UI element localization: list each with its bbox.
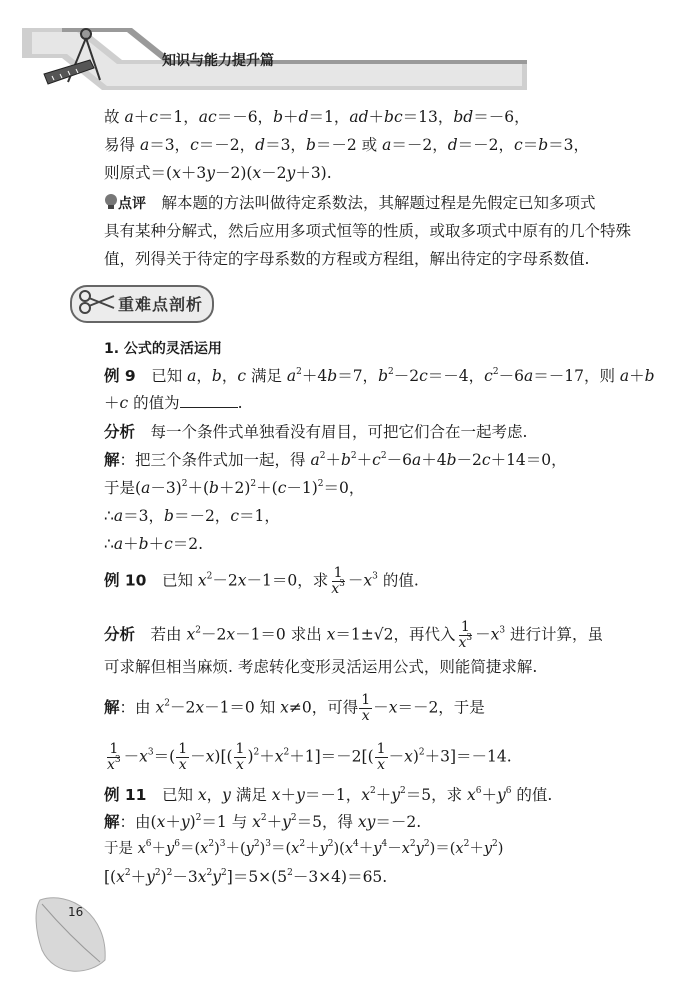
example-9-cont: ＋c 的值为 . — [104, 394, 243, 412]
section-heading: 重难点剖析 — [118, 295, 204, 314]
analysis-text: 可求解但相当麻烦. 考虑转化变形灵活运用公式，则能简捷求解. — [104, 658, 538, 676]
example-10: 例 10 已知 $x^2-2x-1=0$，求 $\frac{1}{x^3}$ $-x^3$ 的值. — [104, 565, 419, 597]
text-line: ∴a＋b＋c＝2. — [104, 535, 204, 553]
text-line: 于是$(a-3)^2+(b+2)^2+(c-1)^2=0$， — [104, 479, 365, 497]
text-line: 则原式＝(x＋3y－2)(x－2y＋3). — [104, 164, 332, 182]
text-line: ∴a＝3，b＝－2，c＝1， — [104, 507, 280, 525]
solution-line: 解：把三个条件式加一起，得 $a^2+b^2+c^2-6a+4b-2c+14=0$， — [104, 451, 567, 469]
comment-label: 点评 — [118, 196, 146, 212]
example-label: 例 11 — [104, 786, 147, 804]
subsection-title: 1. 公式的灵活运用 — [104, 341, 222, 357]
analysis-line: 分析 若由 $x^2-2x-1=0$ 求出 x＝1±√2，再代入 $\frac{1}{x^3}$ $-x^3$ 进行计算，虽 — [104, 619, 604, 651]
equation-line: $\frac{1}{x^3}$ $-x^3=$( $\frac{1}{x}$ －x)[( $\frac{1}{x}$ )$^2+x^2+1]=-2$[( $\frac{1}{x}$ －x)$^2$＋3]＝－14. — [107, 741, 512, 773]
comment-text: 具有某种分解式，然后应用多项式恒等的性质，或取多项式中原有的几个特殊 — [104, 222, 632, 240]
example-label: 例 10 — [104, 571, 147, 590]
header-title: 知识与能力提升篇 — [162, 53, 274, 69]
comment-text: 解本题的方法叫做待定系数法，其解题过程是先假定已知多项式 — [161, 194, 596, 212]
compass-ruler-icon — [38, 22, 113, 97]
leaf-icon — [30, 890, 110, 980]
text-line: 易得 a＝3，c＝－2，d＝3，b＝－2 或 a＝－2，d＝－2，c＝b＝3， — [104, 136, 590, 154]
example-label: 例 9 — [104, 367, 136, 385]
analysis-label: 分析 — [104, 423, 136, 441]
analysis-label: 分析 — [104, 625, 136, 644]
solution-line: 解：由$(x+y)^2=1$ 与 $x^2+y^2=5$，得 xy＝－2. — [104, 813, 422, 831]
solution-label: 解 — [104, 813, 120, 831]
comment-text: 值，列得关于待定的字母系数的方程或方程组，解出待定的字母系数值. — [104, 250, 590, 268]
solution-label: 解 — [104, 698, 120, 717]
text-line: $[(x^2+y^2)^2-3x^2y^2]=5\times(5^2-3\times 4)=65$. — [104, 868, 388, 886]
page-number: 16 — [68, 905, 84, 919]
lightbulb-icon — [104, 193, 118, 211]
solution-line: 解：由 $x^2-2x-1=0$ 知 x≠0，可得 $\frac{1}{x}$ －x＝－2，于是 — [104, 692, 485, 724]
scissors-icon — [78, 290, 116, 314]
comment-line — [104, 192, 596, 215]
text-line: 于是 $x^6+y^6=(x^2)^3+(y^2)^3=(x^2+y^2)(x^4+y^4-x^2y^2)=(x^2+y^2)$ — [104, 839, 504, 857]
text-line: 故 a＋c＝1，ac＝－6，b＋d＝1，ad＋bc＝13，bd＝－6， — [104, 108, 530, 126]
example-9: 例 9 已知 a，b，c 满足 $a^2+4b=7$，$b^2-2c=-4$，$c^2-6a=-17$，则 a＋b — [104, 367, 655, 385]
answer-blank[interactable] — [180, 393, 238, 408]
analysis-text: 每一个条件式单独看没有眉目，可把它们合在一起考虑. — [150, 423, 528, 441]
solution-label: 解 — [104, 451, 120, 469]
analysis-line — [104, 421, 527, 443]
example-11: 例 11 已知 x，y 满足 x＋y＝－1，$x^2+y^2=5$，求 $x^6+y^6$ 的值. — [104, 786, 553, 804]
